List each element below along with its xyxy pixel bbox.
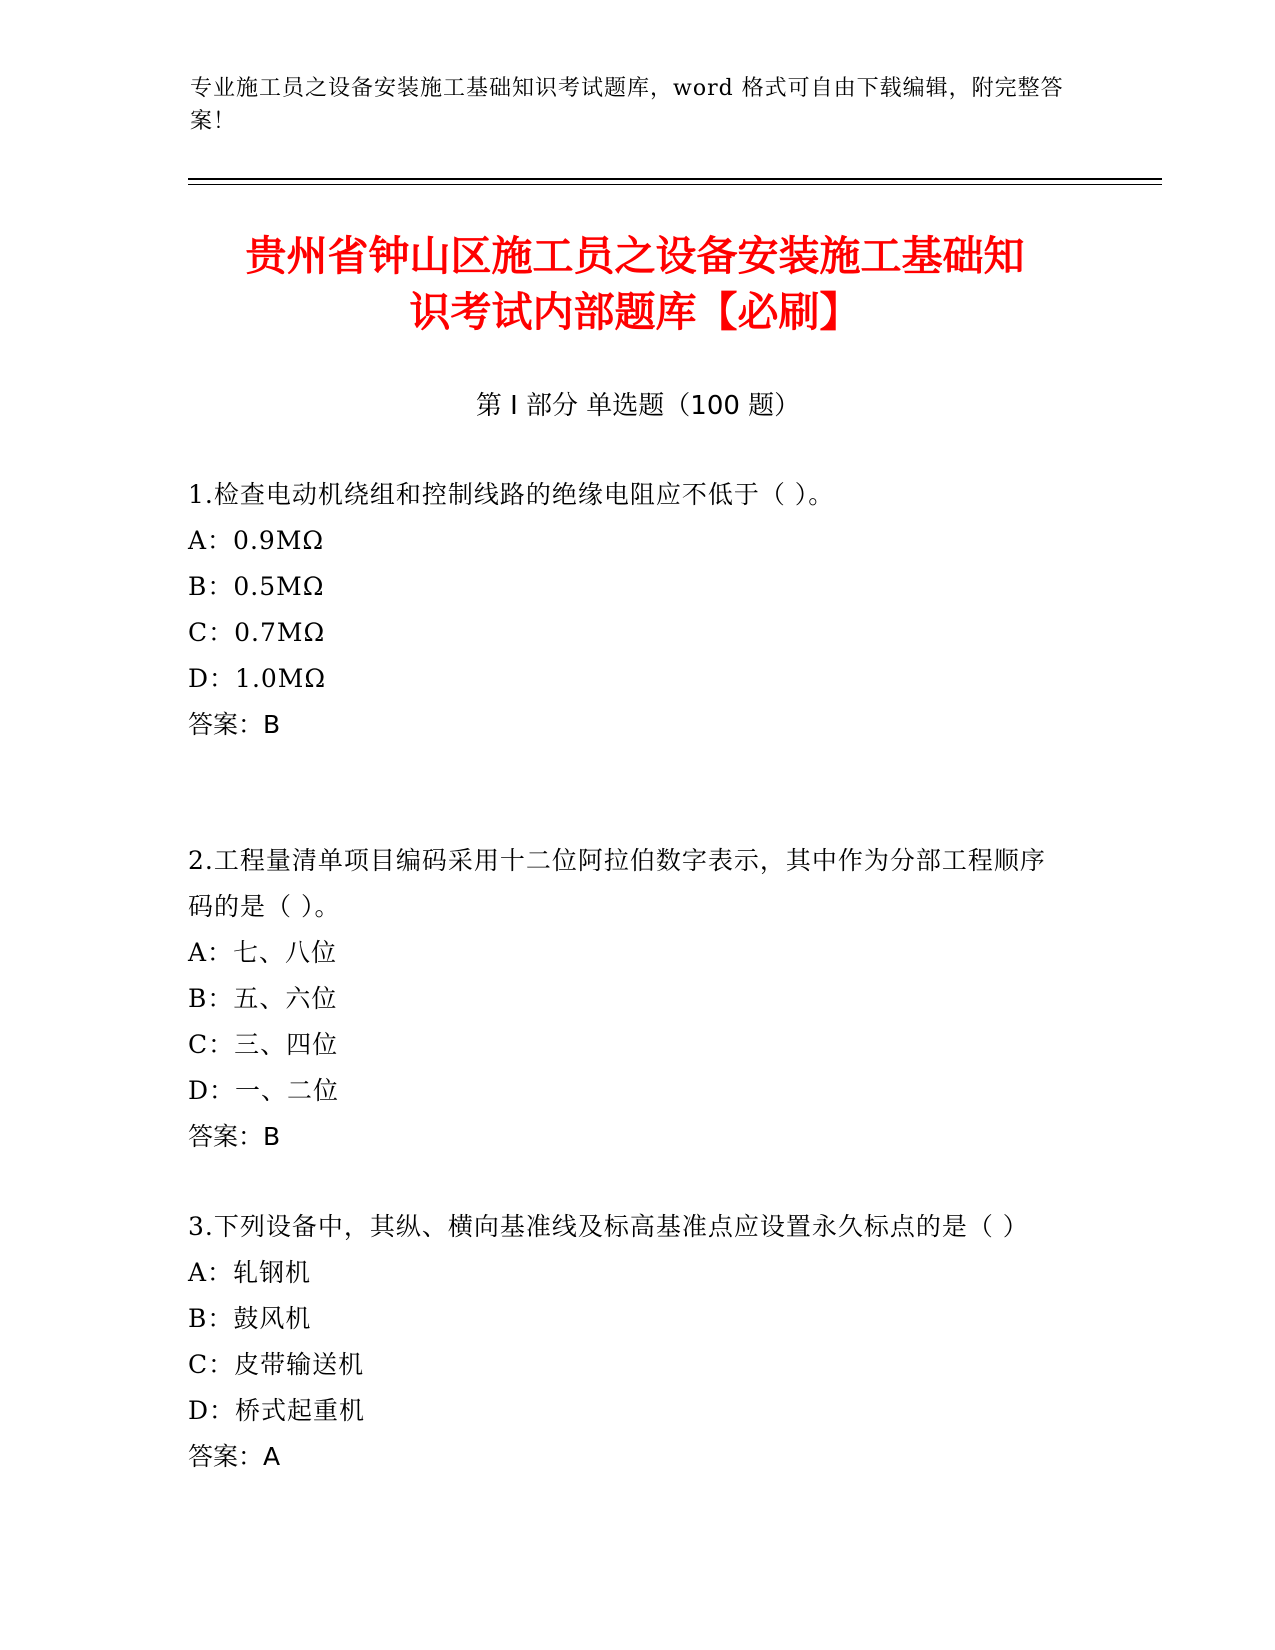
answer-line xyxy=(188,702,1068,748)
option-d: D：1.0MΩ xyxy=(188,664,327,693)
answer-value: A xyxy=(263,1442,281,1471)
question-text: 3.下列设备中，其纵、横向基准线及标高基准点应设置永久标点的是（ ） xyxy=(188,1212,1029,1241)
document-title-line-2: 识考试内部题库【必刷】 xyxy=(409,288,861,336)
option-a: A：轧钢机 xyxy=(188,1258,312,1287)
answer-line xyxy=(188,1114,1068,1160)
option-d: D：桥式起重机 xyxy=(188,1396,366,1425)
option-c: C：0.7MΩ xyxy=(188,618,326,647)
option-d: D：一、二位 xyxy=(188,1076,340,1105)
answer-label: 答案： xyxy=(188,1442,264,1471)
option-b: B：鼓风机 xyxy=(188,1304,312,1333)
option-b: B：0.5MΩ xyxy=(188,572,325,601)
header-note: 专业施工员之设备安装施工基础知识考试题库，word 格式可自由下载编辑，附完整答案！ xyxy=(190,76,1064,134)
option-c: C：三、四位 xyxy=(188,1030,339,1059)
option-b: B：五、六位 xyxy=(188,984,338,1013)
question-text: 2.工程量清单项目编码采用十二位阿拉伯数字表示，其中作为分部工程顺序码的是（ ）。 xyxy=(188,846,1046,921)
question-3 xyxy=(188,1204,1068,1480)
question-text: 1.检查电动机绕组和控制线路的绝缘电阻应不低于（ ）。 xyxy=(188,480,835,509)
section-heading: 第 I 部分 单选题（100 题） xyxy=(475,391,801,421)
option-c: C：皮带输送机 xyxy=(188,1350,365,1379)
answer-line xyxy=(188,1434,1068,1480)
header-divider-thin xyxy=(188,184,1162,185)
header-divider-thick xyxy=(188,178,1162,180)
option-a: A：七、八位 xyxy=(188,938,338,967)
document-title xyxy=(175,228,1095,340)
option-a: A：0.9MΩ xyxy=(188,526,325,555)
answer-label: 答案： xyxy=(188,710,264,739)
answer-value: B xyxy=(263,1122,281,1151)
question-2 xyxy=(188,838,1068,1160)
answer-label: 答案： xyxy=(188,1122,264,1151)
document-title-line-1: 贵州省钟山区施工员之设备安装施工基础知 xyxy=(245,232,1025,280)
question-1 xyxy=(188,472,1068,748)
answer-value: B xyxy=(263,710,281,739)
